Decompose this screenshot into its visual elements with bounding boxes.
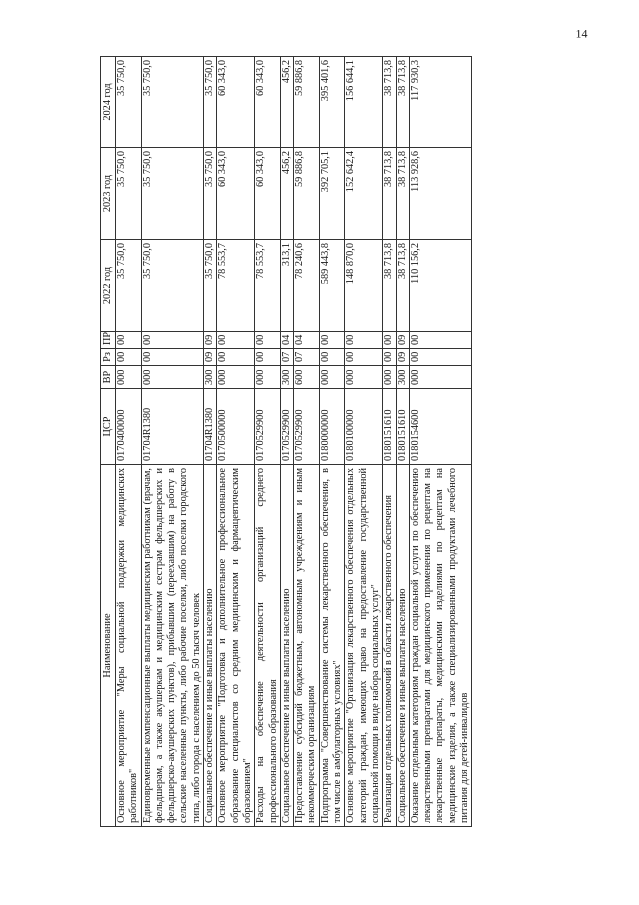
table-row bbox=[280, 57, 293, 827]
row-name: Социальное обеспечение и иные выплаты населению bbox=[280, 465, 293, 827]
row-name: Предоставление субсидий бюджетным, автономным учреждениям и иным некоммерческим организациям bbox=[294, 465, 320, 827]
header-csr: ЦСР bbox=[101, 389, 116, 465]
row-2022: 148 870,0 bbox=[345, 240, 383, 332]
row-rz: 00 bbox=[116, 349, 142, 366]
row-2024: 117 930,3 bbox=[409, 57, 471, 148]
row-2023: 113 928,6 bbox=[409, 148, 471, 240]
row-csr: 0170529900 bbox=[255, 389, 281, 465]
row-2023: 35 750,0 bbox=[116, 148, 142, 240]
row-vr: 300 bbox=[280, 366, 293, 389]
row-csr: 01704R1380 bbox=[141, 389, 203, 465]
row-name: Основное мероприятие "Меры социальной поддержки медицинских работников" bbox=[116, 465, 142, 827]
row-2022: 313,1 bbox=[280, 240, 293, 332]
row-2023: 456,2 bbox=[280, 148, 293, 240]
row-pr: 04 bbox=[280, 332, 293, 349]
row-vr: 300 bbox=[204, 366, 217, 389]
row-2023: 60 343,0 bbox=[255, 148, 281, 240]
row-2022: 38 713,8 bbox=[396, 240, 409, 332]
row-vr: 000 bbox=[383, 366, 396, 389]
row-vr: 000 bbox=[409, 366, 471, 389]
row-2022: 110 156,2 bbox=[409, 240, 471, 332]
row-pr: 00 bbox=[409, 332, 471, 349]
row-name: Оказание отдельным категориям граждан социальной услуги по обеспечению лекарственными препаратами для медицинского применения по рецептам на лекарственные препараты, медицинскими изделиями по рецептам на медицинские изделия, а также специализированными продуктами лечебного питания для детей-инвалидов bbox=[409, 465, 471, 827]
row-vr: 000 bbox=[345, 366, 383, 389]
row-pr: 09 bbox=[204, 332, 217, 349]
row-vr: 000 bbox=[217, 366, 255, 389]
row-name: Основное мероприятие "Организация лекарственного обеспечения отдельных категорий граждан, имеющих право на предоставление государственной социальной помощи в виде набора социальных услуг" bbox=[345, 465, 383, 827]
row-2022: 35 750,0 bbox=[141, 240, 203, 332]
row-name: Социальное обеспечение и иные выплаты населению bbox=[396, 465, 409, 827]
row-2024: 35 750,0 bbox=[141, 57, 203, 148]
row-csr: 0170500000 bbox=[217, 389, 255, 465]
row-csr: 01704R1380 bbox=[204, 389, 217, 465]
row-2022: 38 713,8 bbox=[383, 240, 396, 332]
table-row bbox=[319, 57, 345, 827]
row-csr: 0180000000 bbox=[319, 389, 345, 465]
row-name: Социальное обеспечение и иные выплаты населению bbox=[204, 465, 217, 827]
row-2023: 38 713,8 bbox=[383, 148, 396, 240]
row-2022: 35 750,0 bbox=[204, 240, 217, 332]
row-vr: 000 bbox=[255, 366, 281, 389]
row-pr: 04 bbox=[294, 332, 320, 349]
row-rz: 00 bbox=[409, 349, 471, 366]
row-pr: 00 bbox=[116, 332, 142, 349]
header-vr: ВР bbox=[101, 366, 116, 389]
table-row bbox=[141, 57, 203, 827]
row-pr: 00 bbox=[255, 332, 281, 349]
row-pr: 09 bbox=[396, 332, 409, 349]
row-pr: 00 bbox=[383, 332, 396, 349]
row-2023: 59 886,8 bbox=[294, 148, 320, 240]
row-2023: 35 750,0 bbox=[204, 148, 217, 240]
row-2023: 152 642,4 bbox=[345, 148, 383, 240]
row-csr: 0180100000 bbox=[345, 389, 383, 465]
table-row bbox=[396, 57, 409, 827]
table-row bbox=[255, 57, 281, 827]
table-row bbox=[204, 57, 217, 827]
row-pr: 00 bbox=[319, 332, 345, 349]
table-row bbox=[116, 57, 142, 827]
row-rz: 09 bbox=[396, 349, 409, 366]
row-rz: 00 bbox=[255, 349, 281, 366]
row-2022: 78 553,7 bbox=[217, 240, 255, 332]
row-2024: 59 886,8 bbox=[294, 57, 320, 148]
row-rz: 07 bbox=[294, 349, 320, 366]
table-header-row bbox=[101, 57, 116, 827]
header-pr: ПР bbox=[101, 332, 116, 349]
row-2024: 395 401,6 bbox=[319, 57, 345, 148]
row-vr: 000 bbox=[319, 366, 345, 389]
row-pr: 00 bbox=[217, 332, 255, 349]
table-row bbox=[345, 57, 383, 827]
row-2023: 392 705,1 bbox=[319, 148, 345, 240]
row-vr: 000 bbox=[141, 366, 203, 389]
row-rz: 00 bbox=[217, 349, 255, 366]
table-row bbox=[217, 57, 255, 827]
table-row bbox=[294, 57, 320, 827]
row-2023: 38 713,8 bbox=[396, 148, 409, 240]
row-2024: 156 644,1 bbox=[345, 57, 383, 148]
row-2023: 60 343,0 bbox=[217, 148, 255, 240]
header-rz: Рз bbox=[101, 349, 116, 366]
row-name: Реализация отдельных полномочий в области лекарственного обеспечения bbox=[383, 465, 396, 827]
row-2024: 35 750,0 bbox=[204, 57, 217, 148]
row-pr: 00 bbox=[345, 332, 383, 349]
row-name: Подпрограмма "Совершенствование системы лекарственного обеспечения, в том числе в амбулаторных условиях" bbox=[319, 465, 345, 827]
row-2023: 35 750,0 bbox=[141, 148, 203, 240]
table-body bbox=[116, 57, 472, 827]
row-pr: 00 bbox=[141, 332, 203, 349]
row-rz: 07 bbox=[280, 349, 293, 366]
page-number: 14 bbox=[575, 26, 588, 41]
row-csr: 0180154600 bbox=[409, 389, 471, 465]
table-row bbox=[409, 57, 471, 827]
row-vr: 000 bbox=[116, 366, 142, 389]
row-2024: 456,2 bbox=[280, 57, 293, 148]
row-rz: 00 bbox=[141, 349, 203, 366]
row-2022: 78 240,6 bbox=[294, 240, 320, 332]
row-vr: 600 bbox=[294, 366, 320, 389]
row-2024: 38 713,8 bbox=[396, 57, 409, 148]
table-row bbox=[383, 57, 396, 827]
header-2023: 2023 год bbox=[101, 148, 116, 240]
row-csr: 0170529900 bbox=[294, 389, 320, 465]
row-name: Основное мероприятие "Подготовка и дополнительное профессиональное образование специалистов со средним медицинским и фармацевтическим образованием" bbox=[217, 465, 255, 827]
row-2022: 78 553,7 bbox=[255, 240, 281, 332]
row-csr: 0170529900 bbox=[280, 389, 293, 465]
header-2024: 2024 год bbox=[101, 57, 116, 148]
row-vr: 300 bbox=[396, 366, 409, 389]
row-2022: 35 750,0 bbox=[116, 240, 142, 332]
row-2022: 589 443,8 bbox=[319, 240, 345, 332]
row-rz: 09 bbox=[204, 349, 217, 366]
row-csr: 0180151610 bbox=[383, 389, 396, 465]
budget-table bbox=[100, 56, 472, 827]
row-2024: 35 750,0 bbox=[116, 57, 142, 148]
row-name: Единовременные компенсационные выплаты медицинским работникам (врачам, фельдшерам, а также акушеркам и медицинским сестрам фельдшерских и фельдшерско-акушерских пунктов), прибывшим (переехавшим) на работу в сельские населенные пункты, либо рабочие поселки, либо поселки городского типа, либо города с населением до 50 тысяч человек bbox=[141, 465, 203, 827]
row-2024: 38 713,8 bbox=[383, 57, 396, 148]
row-rz: 00 bbox=[345, 349, 383, 366]
header-name: Наименование bbox=[101, 465, 116, 827]
row-csr: 0170400000 bbox=[116, 389, 142, 465]
header-2022: 2022 год bbox=[101, 240, 116, 332]
row-2024: 60 343,0 bbox=[217, 57, 255, 148]
row-name: Расходы на обеспечение деятельности организаций среднего профессионального образования bbox=[255, 465, 281, 827]
row-csr: 0180151610 bbox=[396, 389, 409, 465]
row-rz: 00 bbox=[319, 349, 345, 366]
row-2024: 60 343,0 bbox=[255, 57, 281, 148]
row-rz: 00 bbox=[383, 349, 396, 366]
